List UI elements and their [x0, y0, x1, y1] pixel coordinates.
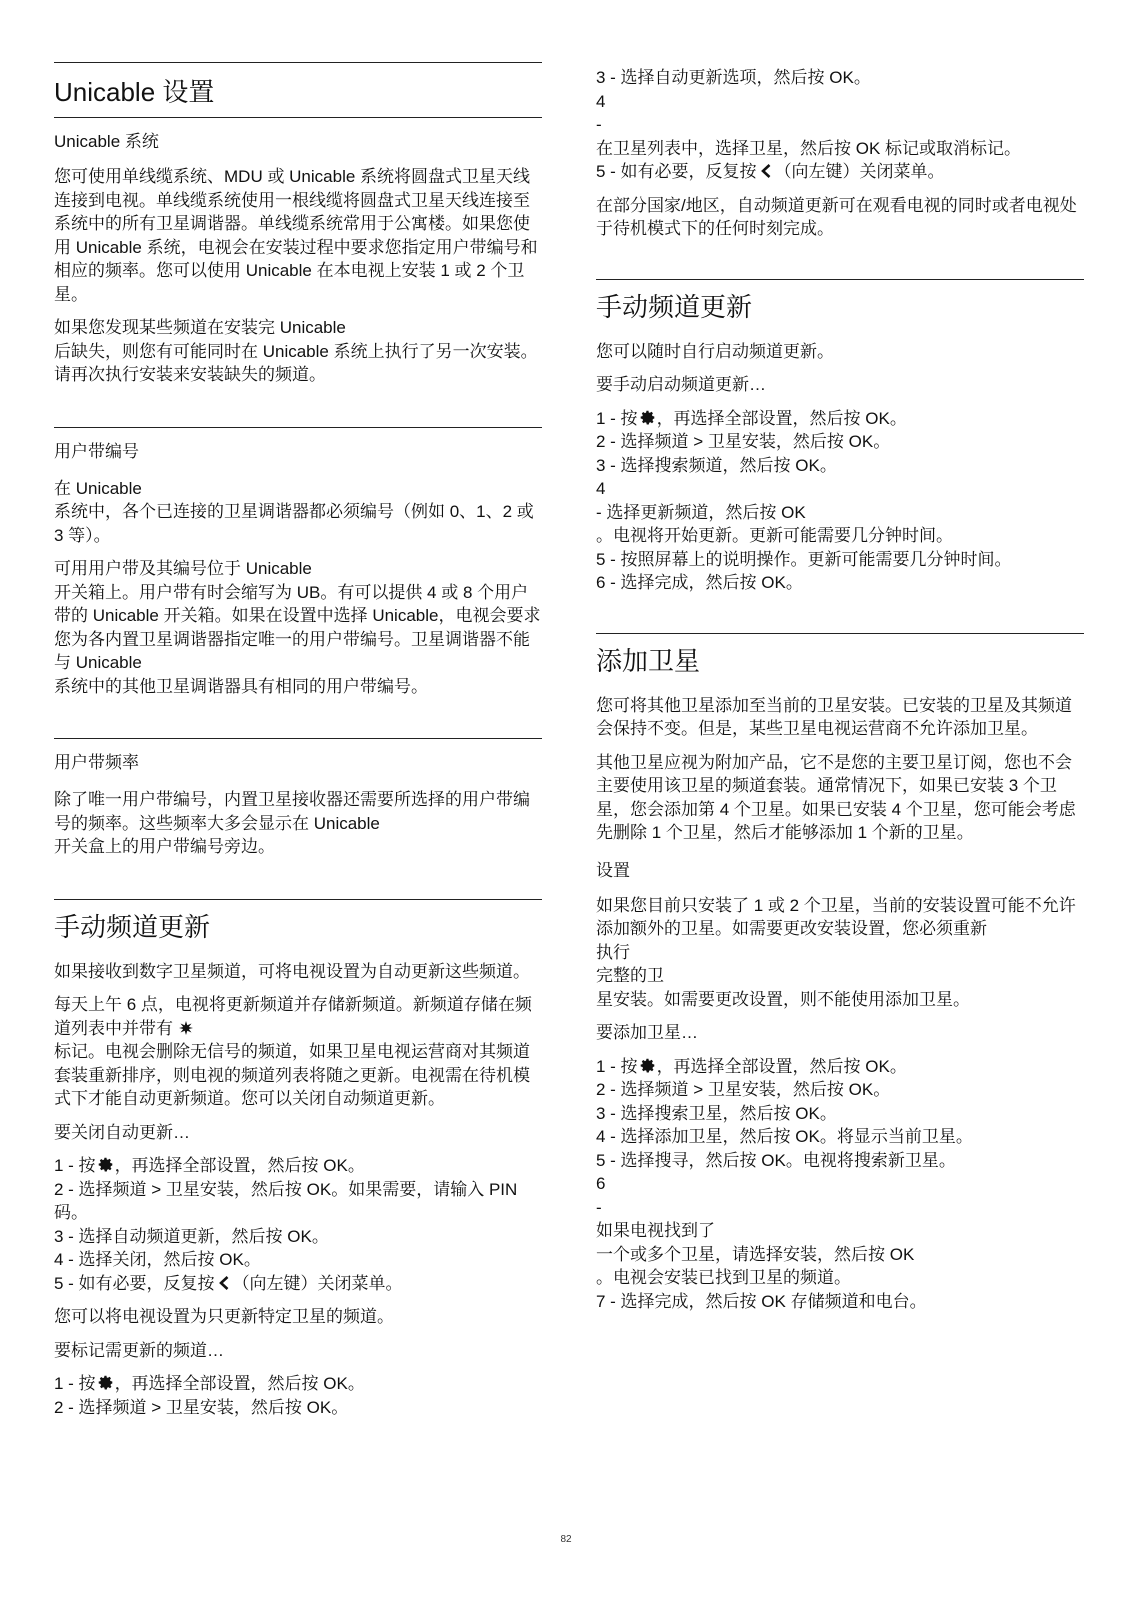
step-item: 2 - 选择频道 > 卫星安装，然后按 OK。 [596, 432, 891, 451]
step-item: 2 - 选择频道 > 卫星安装，然后按 OK。如果需要，请输入 PIN 码。 [54, 1179, 518, 1222]
step-item: 6 - 选择完成，然后按 OK。 [596, 573, 803, 592]
right-column [596, 62, 1084, 1345]
paragraph [54, 993, 542, 1111]
gear-icon [639, 409, 656, 426]
step-text: （向左键）关闭菜单。 [774, 162, 945, 181]
step-item: 3 - 选择自动更新选项，然后按 OK。 [596, 68, 871, 87]
paragraph: 您可将其他卫星添加至当前的卫星安装。已安装的卫星及其频道会保持不变。但是，某些卫星电视运营商不允许添加卫星。 [596, 695, 1072, 738]
paragraph [54, 788, 542, 859]
section-rule [54, 427, 542, 428]
text-line: 星安装。如需要更改设置，则不能使用添加卫星。 [596, 989, 970, 1009]
step-item: 4 - 选择添加卫星，然后按 OK。将显示当前卫星。 [596, 1127, 973, 1146]
step-text: 5 - 如有必要，反复按 [54, 1273, 215, 1293]
text-line: 后缺失，则您有可能同时在 Unicable 系统上执行了另一次安装。请再次执行安装来安装缺失的频道。 [54, 341, 538, 384]
step-item [596, 407, 1084, 431]
step-item: - 选择更新频道，然后按 OK [596, 502, 806, 522]
section-manual-channel-update [54, 899, 542, 1420]
step-text: ，再选择全部设置，然后按 OK。 [656, 408, 907, 428]
text-line: 如果您发现某些频道在安装完 Unicable [54, 318, 346, 337]
step-number: 6 [596, 1174, 606, 1193]
step-item: 5 - 按照屏幕上的说明操作。更新可能需要几分钟时间。 [596, 549, 1012, 569]
paragraph: 要添加卫星… [596, 1023, 698, 1042]
step-item: 如果电视找到了 [596, 1221, 715, 1240]
text-span: 标记。电视会删除无信号的频道，如果卫星电视运营商对其频道套装重新排序，则电视的频道列表将随之更新。电视需在待机模式下才能自动更新频道。您可以关闭自动频道更新。 [54, 1042, 530, 1108]
chevron-left-icon [760, 164, 772, 178]
section-add-satellite [596, 633, 1084, 1314]
text-line: 完整的卫 [596, 966, 664, 985]
step-list [596, 407, 1084, 595]
text-line: 除了唯一用户带编号，内置卫星接收器还需要所选择的用户带编号的频率。这些频率大多会显示在 Unicable [54, 790, 530, 833]
gear-icon [97, 1374, 114, 1391]
step-item: 3 - 选择搜索卫星，然后按 OK。 [596, 1103, 837, 1123]
paragraph: 在部分国家/地区，自动频道更新可在观看电视的同时或者电视处于待机模式下的任何时刻完成。 [596, 195, 1077, 238]
step-item: 。电视将开始更新。更新可能需要几分钟时间。 [596, 526, 953, 545]
step-text: 5 - 如有必要，反复按 [596, 162, 757, 181]
step-item: 在卫星列表中，选择卫星，然后按 OK 标记或取消标记。 [596, 138, 1022, 158]
step-text: 1 - 按 [596, 1056, 638, 1076]
subtitle: 设置 [596, 860, 630, 880]
text-span: 每天上午 6 点，电视将更新频道并存储新频道。新频道存储在频道列表中并带有 [54, 995, 532, 1038]
section-title: Unicable 设置 [54, 77, 215, 107]
gear-icon [639, 1057, 656, 1074]
paragraph: 要关闭自动更新… [54, 1122, 190, 1142]
step-text: 1 - 按 [54, 1374, 96, 1393]
star-icon [179, 1021, 193, 1035]
step-number: 4 [596, 91, 606, 111]
section-user-band-frequency [54, 738, 542, 859]
left-column [54, 62, 542, 1451]
paragraph: 您可以随时自行启动频道更新。 [596, 341, 834, 361]
step-text: ，再选择全部设置，然后按 OK。 [114, 1156, 365, 1175]
step-item: 3 - 选择搜索频道，然后按 OK。 [596, 455, 837, 475]
step-item [54, 1272, 542, 1296]
gear-icon [97, 1156, 114, 1173]
paragraph: 如果接收到数字卫星频道，可将电视设置为自动更新这些频道。 [54, 961, 530, 981]
step-item [596, 160, 1084, 184]
text-line: 在 Unicable [54, 478, 142, 498]
subtitle: Unicable 系统 [54, 132, 159, 151]
step-item: 5 - 选择搜寻，然后按 OK。电视将搜索新卫星。 [596, 1150, 956, 1170]
section-manual-channel-update-2 [596, 279, 1084, 595]
step-list [596, 1055, 1084, 1314]
paragraph: 要标记需更新的频道… [54, 1340, 224, 1360]
section-rule [54, 738, 542, 739]
step-dash: - [596, 1197, 602, 1217]
step-text: 1 - 按 [54, 1156, 96, 1175]
text-line: 开关箱上。用户带有时会缩写为 UB。有可以提供 4 或 8 个用户带的 Unicable 开关箱。如果在设置中选择 Unicable，电视会要求您为各内置卫星调谐器指定唯一的用户带编号。卫星调谐器不能与 Unicable [54, 582, 541, 672]
paragraph [596, 894, 1084, 1012]
text-line: 系统中，各个已连接的卫星调谐器都必须编号（例如 0、1、2 或 3 等）。 [54, 502, 534, 545]
step-list [54, 1154, 542, 1295]
section-rule [54, 62, 542, 63]
step-item: 4 - 选择关闭，然后按 OK。 [54, 1250, 261, 1269]
step-item: 。电视会安装已找到卫星的频道。 [596, 1268, 851, 1287]
step-item: 3 - 选择自动频道更新，然后按 OK。 [54, 1226, 329, 1246]
section-rule [596, 279, 1084, 280]
section-title: 手动频道更新 [54, 911, 211, 942]
section-rule [596, 633, 1084, 634]
paragraph: 要手动启动频道更新… [596, 375, 766, 394]
step-text: 1 - 按 [596, 408, 638, 428]
section-rule [54, 899, 542, 900]
step-item [54, 1154, 542, 1178]
title-underline [54, 117, 542, 118]
step-item: 2 - 选择频道 > 卫星安装，然后按 OK。 [54, 1397, 349, 1417]
paragraph [54, 477, 542, 548]
paragraph: 您可使用单线缆系统、MDU 或 Unicable 系统将圆盘式卫星天线连接到电视。单线缆系统使用一根线缆将圆盘式卫星天线连接至系统中的所有卫星调谐器。单线缆系统常用于公寓楼。如果您使用 Unicable 系统，电视会在安装过程中要求您指定用户带编号和相应的频率。您可以使用 Unicable 在本电视上安装 1 或 2 个卫星。 [54, 167, 538, 304]
paragraph [54, 557, 542, 698]
section-continued [596, 66, 1084, 241]
subtitle: 用户带频率 [54, 753, 139, 772]
chevron-left-icon [218, 1276, 230, 1290]
text-line: 开关盒上的用户带编号旁边。 [54, 837, 275, 856]
step-item: 7 - 选择完成，然后按 OK 存储频道和电台。 [596, 1291, 927, 1311]
text-line: 可用用户带及其编号位于 Unicable [54, 559, 312, 578]
step-dash: - [596, 115, 602, 134]
text-line: 系统中的其他卫星调谐器具有相同的用户带编号。 [54, 676, 428, 696]
step-number: 4 [596, 479, 606, 498]
step-item [596, 1055, 1084, 1079]
step-list [54, 1372, 542, 1419]
step-text: ，再选择全部设置，然后按 OK。 [114, 1374, 365, 1393]
section-title: 手动频道更新 [596, 291, 753, 322]
paragraph: 其他卫星应视为附加产品，它不是您的主要卫星订阅，您也不会主要使用该卫星的频道套装。通常情况下，如果已安装 3 个卫星，您会添加第 4 个卫星。如果已安装 4 个卫星，您可能会考虑先删除 1 个卫星，然后才能够添加 1 个新的卫星。 [596, 752, 1076, 842]
step-item [54, 1372, 542, 1396]
step-text: ，再选择全部设置，然后按 OK。 [656, 1056, 907, 1076]
page-number: 82 [560, 1534, 572, 1545]
text-line: 如果您目前只安装了 1 或 2 个卫星，当前的安装设置可能不允许添加额外的卫星。如需要更改安装设置，您必须重新 [596, 895, 1076, 938]
step-text: （向左键）关闭菜单。 [232, 1273, 403, 1293]
paragraph: 您可以将电视设置为只更新特定卫星的频道。 [54, 1307, 394, 1326]
section-unicable-settings [54, 62, 542, 387]
step-list [596, 66, 1084, 184]
subtitle: 用户带编号 [54, 441, 139, 461]
text-line: 执行 [596, 942, 630, 962]
step-item: 一个或多个卫星，请选择安装，然后按 OK [596, 1244, 915, 1264]
section-user-band-number [54, 427, 542, 699]
paragraph [54, 316, 542, 387]
section-title: 添加卫星 [596, 645, 701, 676]
step-item: 2 - 选择频道 > 卫星安装，然后按 OK。 [596, 1080, 891, 1099]
